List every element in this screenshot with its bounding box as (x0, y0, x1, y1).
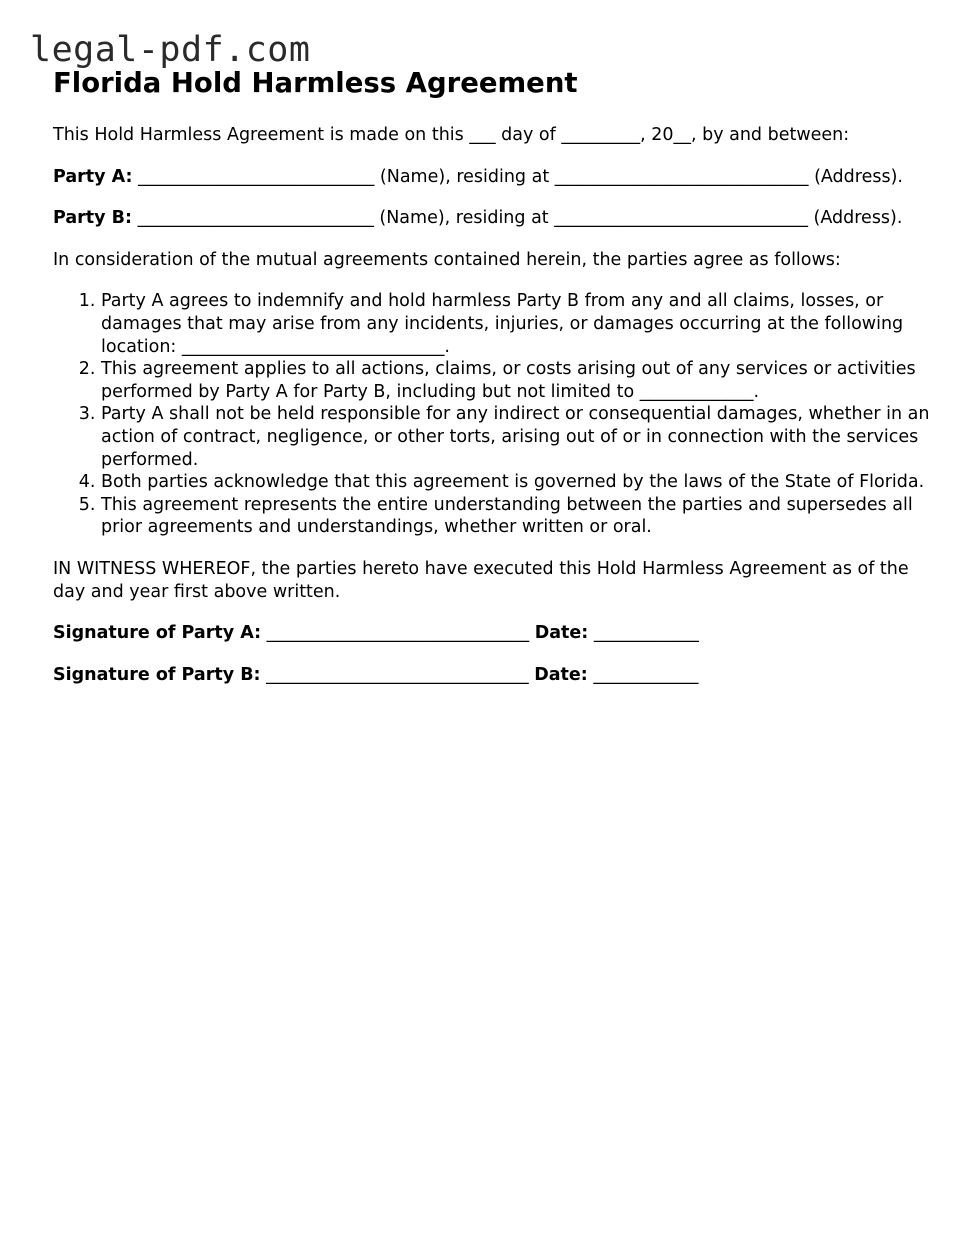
clause-item: 5. This agreement represents the entire understanding between the parties and supersedes all prior agreements and understandings, whether written or oral. (101, 494, 933, 539)
clause-item: 2. This agreement applies to all actions, claims, or costs arising out of any services or activities performed by Party A for Party B, including but not limited to _____________. (101, 358, 933, 403)
signature-party-b-date-line: ____________ (587, 664, 699, 685)
intro-paragraph: This Hold Harmless Agreement is made on this ___ day of _________, 20__, by and between: (53, 125, 850, 145)
party-b-label: Party B: (53, 208, 132, 229)
clause-list (53, 290, 933, 539)
clause-item: 4. Both parties acknowledge that this agreement is governed by the laws of the State of Florida. (101, 471, 933, 494)
clause-item: 3. Party A shall not be held responsible for any indirect or consequential damages, whether in an action of contract, negligence, or other torts, arising out of or in connection with the services performed. (101, 403, 933, 471)
witness-paragraph: IN WITNESS WHEREOF, the parties hereto have executed this Hold Harmless Agreement as of the day and year first above written. (53, 558, 909, 602)
signature-party-a-line: ______________________________ (261, 623, 535, 644)
signature-party-a-date-line: ____________ (588, 623, 699, 644)
consideration-paragraph: In consideration of the mutual agreements contained herein, the parties agree as follows: (53, 249, 841, 270)
document-page (53, 64, 933, 686)
party-a-text: ___________________________ (Name), residing at _____________________________ (Address). (132, 166, 903, 187)
clause-item: 1. Party A agrees to indemnify and hold harmless Party B from any and all claims, losses, or damages that may arise from any incidents, injuries, or damages occurring at the following location: ______________________________. (101, 290, 933, 358)
party-b-text: ___________________________ (Name), residing at _____________________________ (Address). (132, 208, 903, 229)
document-title: Florida Hold Harmless Agreement (53, 67, 578, 99)
watermark: legal-pdf.com (30, 30, 311, 70)
signature-party-a-row (53, 622, 933, 645)
signature-party-b-line: ______________________________ (260, 664, 535, 685)
party-b-line (53, 207, 933, 230)
signature-party-a-label: Signature of Party A: (53, 623, 262, 644)
signature-party-b-row (53, 664, 933, 687)
party-a-label: Party A: (53, 166, 133, 187)
party-a-line (53, 166, 933, 189)
signature-party-a-date-label: Date: (534, 623, 589, 644)
signature-party-b-date-label: Date: (534, 664, 588, 685)
signature-party-b-label: Signature of Party B: (53, 664, 261, 685)
